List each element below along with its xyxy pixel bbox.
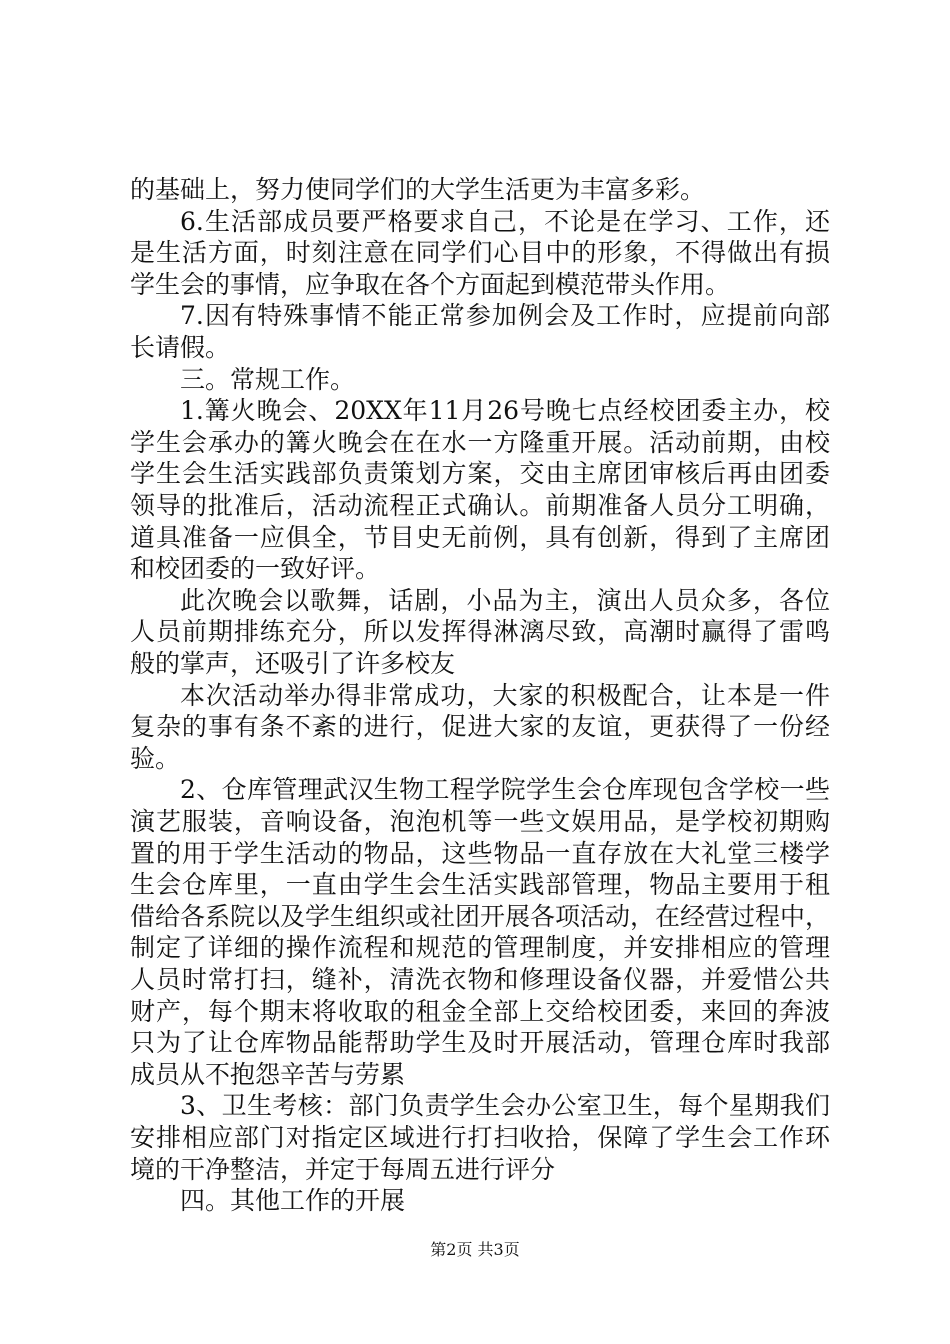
text-line-33: 四。其他工作的开展 bbox=[180, 1186, 406, 1215]
page-number-footer: 第2页 共3页 bbox=[430, 1240, 520, 1259]
text-line-26: 人员时常打扫，缝补，清洗衣物和修理设备仪器，并爱惜公共 bbox=[130, 965, 830, 994]
text-line-25: 制定了详细的操作流程和规范的管理制度，并安排相应的管理 bbox=[130, 933, 830, 962]
text-line-8: 1.篝火晚会、20XX年11月26号晚七点经校团委主办，校 bbox=[180, 396, 830, 425]
text-line-3: 是生活方面，时刻注意在同学们心目中的形象，不得做出有损 bbox=[130, 238, 830, 267]
text-line-15: 人员前期排练充分，所以发挥得淋漓尽致，高潮时赢得了雷鸣 bbox=[130, 617, 830, 646]
text-line-5: 7.因有特殊事情不能正常参加例会及工作时，应提前向部 bbox=[180, 301, 830, 330]
text-line-17: 本次活动举办得非常成功，大家的积极配合，让本是一件 bbox=[180, 681, 830, 710]
text-line-16: 般的掌声，还吸引了许多校友 bbox=[130, 649, 456, 678]
text-line-18: 复杂的事有条不紊的进行，促进大家的友谊，更获得了一份经 bbox=[130, 712, 830, 741]
text-line-32: 境的干净整洁，并定于每周五进行评分 bbox=[130, 1155, 556, 1184]
text-line-11: 领导的批准后，活动流程正式确认。前期准备人员分工明确， bbox=[130, 491, 830, 520]
text-line-22: 置的用于学生活动的物品，这些物品一直存放在大礼堂三楼学 bbox=[130, 839, 830, 868]
text-line-7: 三。常规工作。 bbox=[180, 365, 356, 394]
text-line-12: 道具准备一应俱全，节目史无前例，具有创新，得到了主席团 bbox=[130, 523, 830, 552]
text-line-10: 学生会生活实践部负责策划方案，交由主席团审核后再由团委 bbox=[130, 459, 830, 488]
text-line-20: 2、仓库管理武汉生物工程学院学生会仓库现包含学校一些 bbox=[180, 775, 830, 804]
text-line-23: 生会仓库里，一直由学生会生活实践部管理，物品主要用于租 bbox=[130, 870, 830, 899]
text-line-28: 只为了让仓库物品能帮助学生及时开展活动，管理仓库时我部 bbox=[130, 1028, 830, 1057]
text-line-30: 3、卫生考核：部门负责学生会办公室卫生，每个星期我们 bbox=[180, 1091, 830, 1120]
text-line-6: 长请假。 bbox=[130, 333, 231, 362]
text-line-29: 成员从不抱怨辛苦与劳累 bbox=[130, 1060, 406, 1089]
text-line-24: 借给各系院以及学生组织或社团开展各项活动，在经营过程中， bbox=[130, 902, 831, 931]
text-line-4: 学生会的事情，应争取在各个方面起到模范带头作用。 bbox=[130, 270, 731, 299]
text-line-13: 和校团委的一致好评。 bbox=[130, 554, 381, 583]
text-line-14: 此次晚会以歌舞，话剧，小品为主，演出人员众多，各位 bbox=[180, 586, 830, 615]
text-line-1: 的基础上，努力使同学们的大学生活更为丰富多彩。 bbox=[130, 175, 706, 204]
text-line-9: 学生会承办的篝火晚会在在水一方隆重开展。活动前期，由校 bbox=[130, 428, 830, 457]
text-line-21: 演艺服装，音响设备，泡泡机等一些文娱用品，是学校初期购 bbox=[130, 807, 830, 836]
text-line-2: 6.生活部成员要严格要求自己，不论是在学习、工作，还 bbox=[180, 207, 830, 236]
text-line-27: 财产，每个期末将收取的租金全部上交给校团委，来回的奔波 bbox=[130, 997, 830, 1026]
text-line-19: 验。 bbox=[130, 744, 181, 773]
text-line-31: 安排相应部门对指定区域进行打扫收拾，保障了学生会工作环 bbox=[130, 1123, 830, 1152]
